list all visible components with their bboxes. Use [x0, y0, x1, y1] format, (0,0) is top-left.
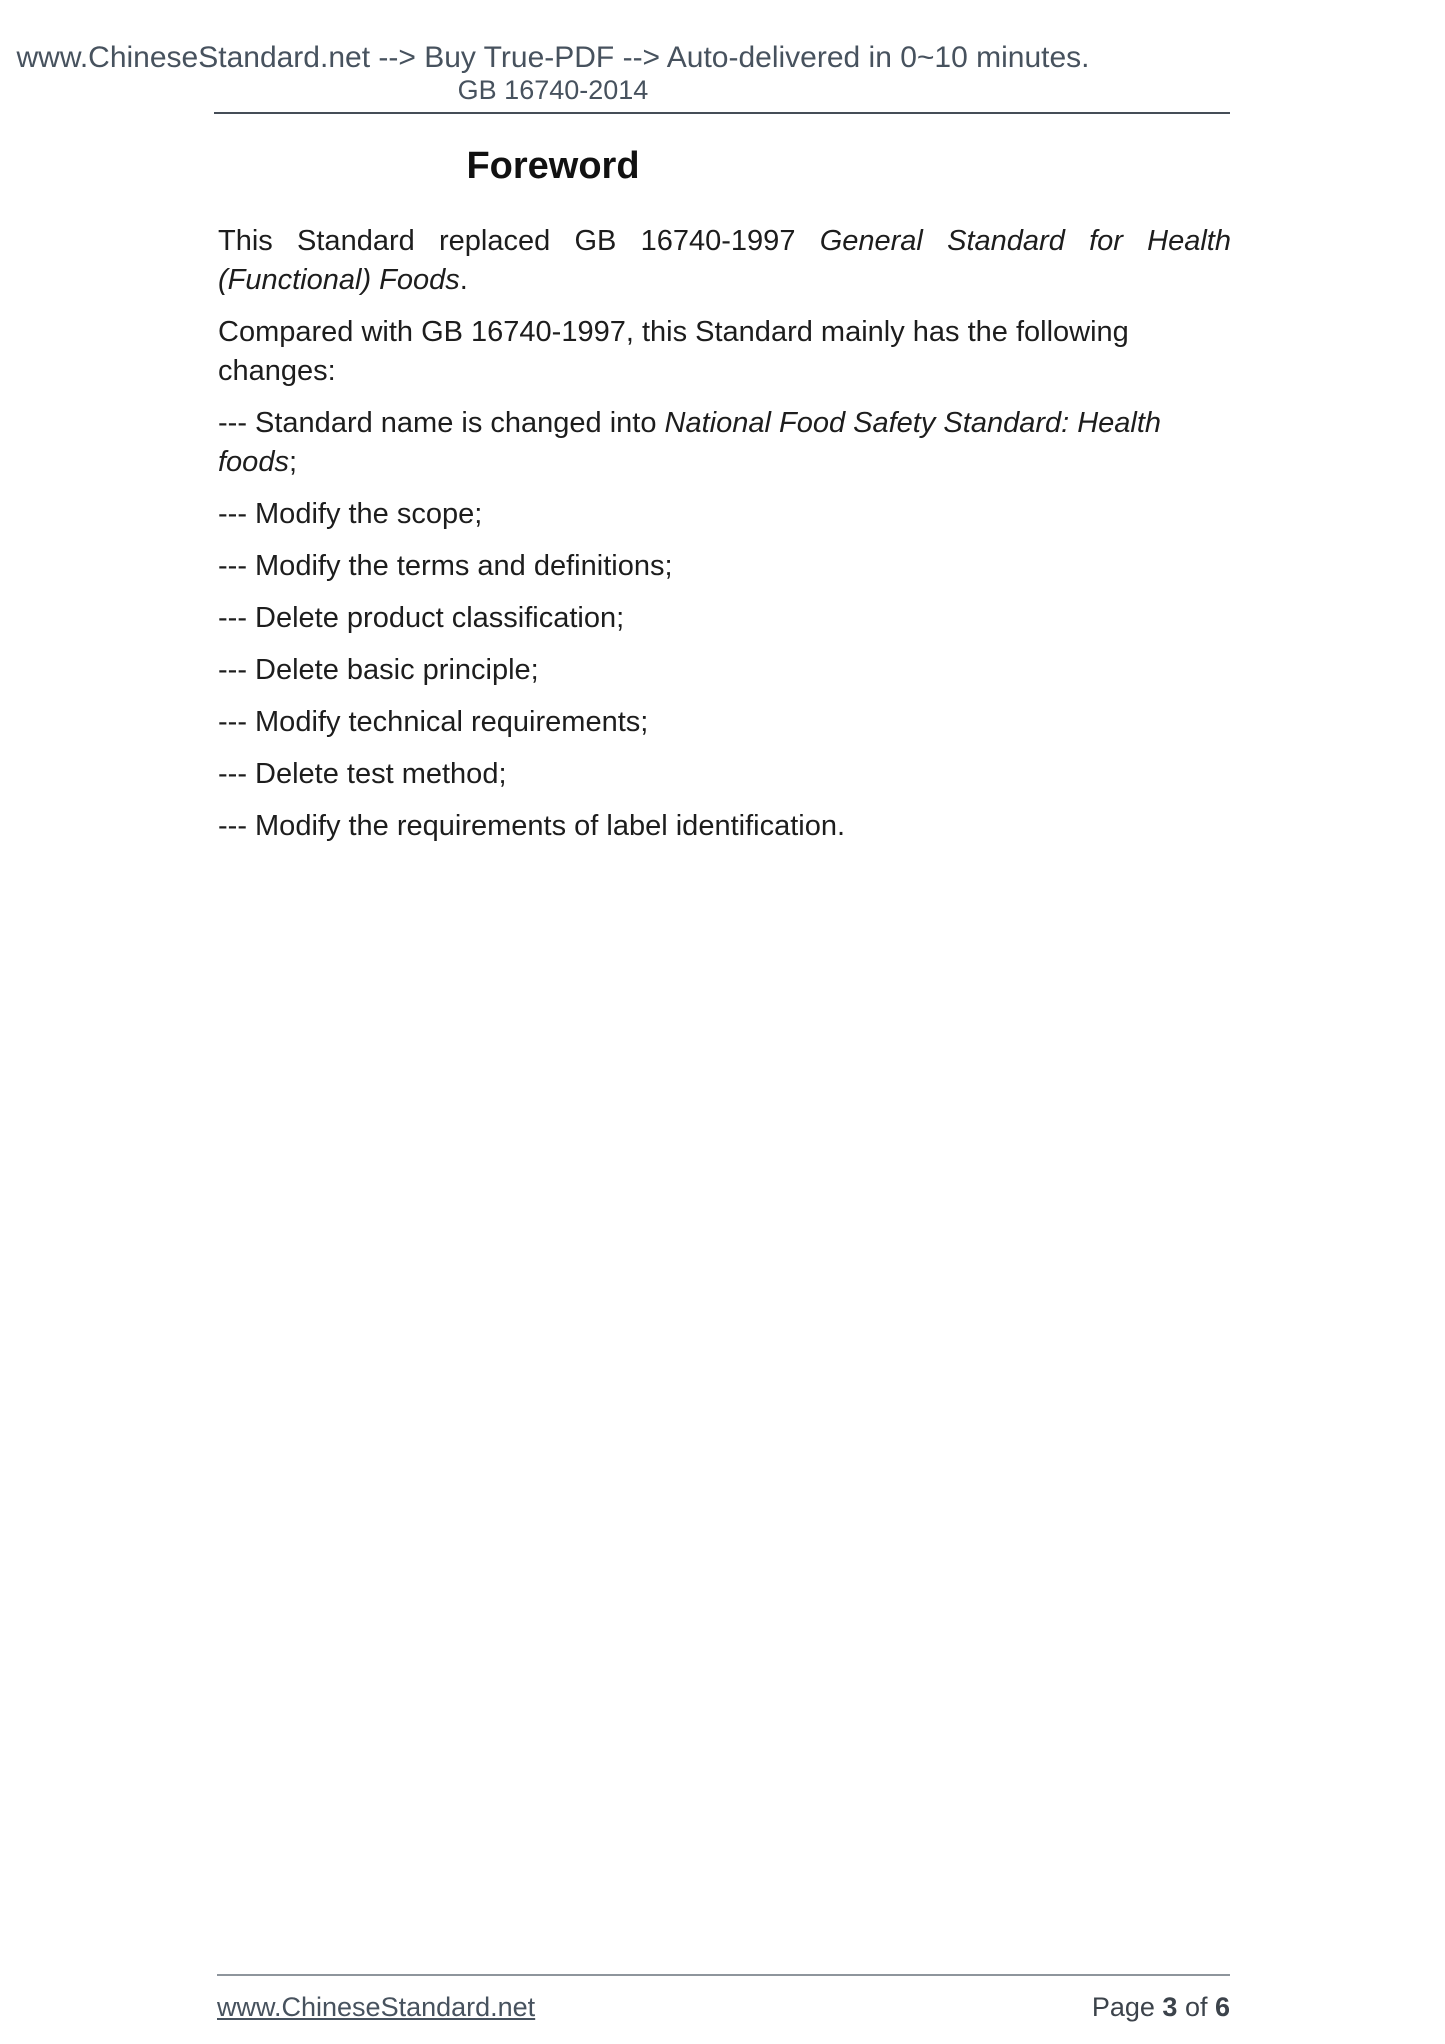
- doc-code: GB 16740-2014: [457, 75, 649, 105]
- page-of-label: of: [1177, 1992, 1215, 2022]
- change-item: [218, 547, 1231, 586]
- paragraph-replaced-standard: [218, 222, 1231, 300]
- change-item: [218, 703, 1231, 742]
- page-indicator: [1092, 1992, 1230, 2023]
- change-item: [218, 755, 1231, 794]
- change-item-text: --- Modify technical requirements;: [218, 706, 649, 738]
- page-current: 3: [1162, 1992, 1178, 2022]
- change-item-text: --- Modify the requirements of label identification.: [218, 810, 846, 842]
- document-body: [218, 222, 1231, 846]
- footer-site-link[interactable]: www.ChineseStandard.net: [217, 1992, 536, 2022]
- page-footer: [217, 1974, 1230, 2023]
- change-item: [218, 495, 1231, 534]
- change-item: [218, 807, 1231, 846]
- change-item-text: --- Standard name is changed into: [218, 407, 665, 439]
- header-promo-text: www.ChineseStandard.net --> Buy True-PDF --> Auto-delivered in 0~10 minutes.: [16, 41, 1090, 74]
- paragraph-compared: Compared with GB 16740-1997, this Standard mainly has the following changes:: [218, 316, 1129, 387]
- paragraph-text: .: [459, 264, 468, 296]
- change-item: [218, 651, 1231, 690]
- paragraph-text: This Standard replaced GB 16740-1997: [218, 225, 820, 257]
- header-rule: [214, 112, 1230, 114]
- change-item: [218, 599, 1231, 638]
- change-item-text: --- Delete product classification;: [218, 602, 625, 634]
- page-label: Page: [1091, 1992, 1163, 2022]
- change-item-text: --- Modify the terms and definitions;: [218, 550, 673, 582]
- page-total: 6: [1214, 1992, 1230, 2022]
- standard-name-italic: National Food Safety Standard: Health foods: [218, 407, 1162, 478]
- change-item-text: --- Delete test method;: [218, 758, 507, 790]
- page-title: Foreword: [466, 145, 640, 187]
- change-item-text: ;: [288, 446, 298, 478]
- change-item: [218, 404, 1231, 482]
- change-item-text: --- Modify the scope;: [218, 498, 483, 530]
- change-item-text: --- Delete basic principle;: [218, 654, 539, 686]
- standard-title-italic: General Standard for Health (Functional) Foods: [218, 225, 1231, 296]
